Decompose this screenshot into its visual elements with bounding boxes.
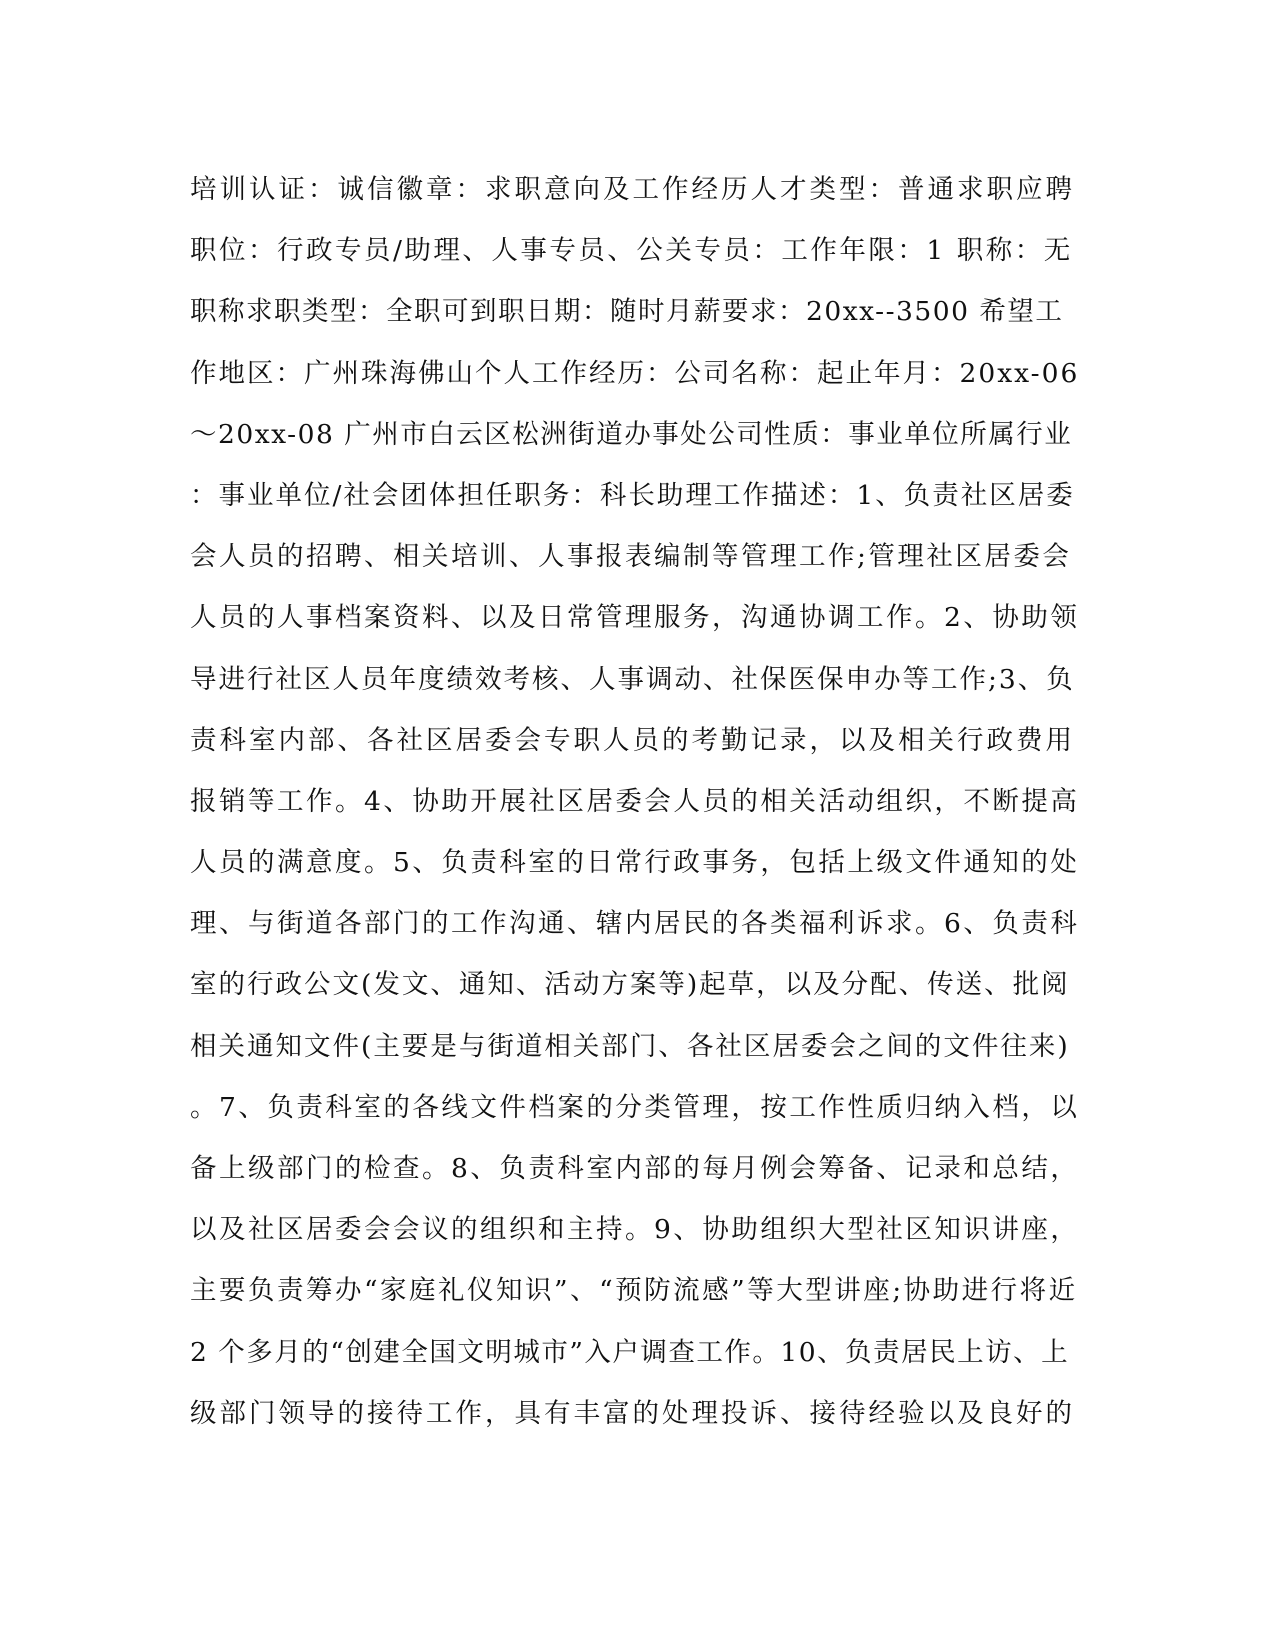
text-line-21: 级部门领导的接待工作，具有丰富的处理投诉、接待经验以及良好的 <box>190 1397 1075 1429</box>
text-line-14: 室的行政公文(发文、通知、活动方案等)起草，以及分配、传送、批阅 <box>190 969 1070 1001</box>
text-line-20: 2 个多月的“创建全国文明城市”入户调查工作。10、负责居民上访、上 <box>190 1336 1070 1368</box>
text-line-16: 。7、负责科室的各线文件档案的分类管理，按工作性质归纳入档，以 <box>190 1091 1080 1123</box>
text-line-2: 职位：行政专员/助理、人事专员、公关专员：工作年限：1 职称：无 <box>190 235 1073 267</box>
text-line-18: 以及社区居委会会议的组织和主持。9、协助组织大型社区知识讲座， <box>190 1214 1080 1246</box>
text-line-7: 会人员的招聘、相关培训、人事报表编制等管理工作;管理社区居委会 <box>190 541 1072 573</box>
text-line-1: 培训认证：诚信徽章：求职意向及工作经历人才类型：普通求职应聘 <box>190 174 1075 205</box>
text-line-8: 人员的人事档案资料、以及日常管理服务，沟通协调工作。2、协助领 <box>190 602 1080 634</box>
text-line-19: 主要负责筹办“家庭礼仪知识”、“预防流感”等大型讲座;协助进行将近 <box>190 1275 1078 1307</box>
text-line-13: 理、与街道各部门的工作沟通、辖内居民的各类福利诉求。6、负责科 <box>190 908 1080 940</box>
text-line-12: 人员的满意度。5、负责科室的日常行政事务，包括上级文件通知的处 <box>190 847 1080 879</box>
text-line-5: ～20xx-08 广州市白云区松洲街道办事处公司性质：事业单位所属行业 <box>190 418 1073 450</box>
text-line-9: 导进行社区人员年度绩效考核、人事调动、社保医保申办等工作;3、负 <box>190 663 1075 695</box>
text-line-17: 备上级部门的检查。8、负责科室内部的每月例会筹备、记录和总结， <box>190 1153 1080 1184</box>
text-line-10: 责科室内部、各社区居委会专职人员的考勤记录，以及相关行政费用 <box>190 724 1075 756</box>
text-line-4: 作地区：广州珠海佛山个人工作经历：公司名称：起止年月：20xx-06 <box>190 357 1080 389</box>
resume-text-block <box>190 159 1080 1444</box>
text-line-6: ：事业单位/社会团体担任职务：科长助理工作描述：1、负责社区居委 <box>190 479 1075 511</box>
text-line-15: 相关通知文件(主要是与街道相关部门、各社区居委会之间的文件往来) <box>190 1030 1070 1062</box>
text-line-11: 报销等工作。4、协助开展社区居委会人员的相关活动组织，不断提高 <box>190 785 1080 817</box>
text-line-3: 职称求职类型：全职可到职日期：随时月薪要求：20xx--3500 希望工 <box>190 296 1064 328</box>
